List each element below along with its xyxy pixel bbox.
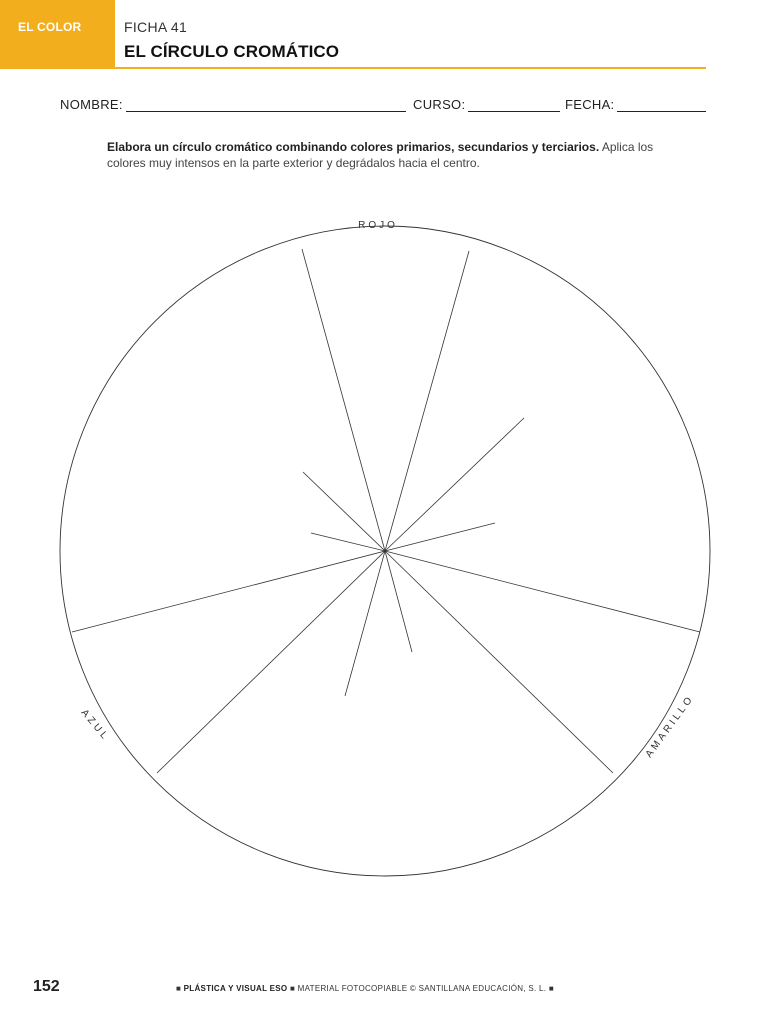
page-title: EL CÍRCULO CROMÁTICO [124, 42, 340, 61]
spoke-line [302, 249, 385, 551]
spoke-line [385, 551, 613, 773]
footer-copyright: MATERIAL FOTOCOPIABLE © SANTILLANA EDUCACIÓN, S. L. [297, 984, 547, 993]
spoke-line [385, 551, 412, 652]
spoke-line [303, 472, 385, 551]
instructions-bold: Elabora un círculo cromático combinando colores primarios, secundarios y terciarios. [107, 140, 600, 154]
section-tab-label: EL COLOR [18, 20, 82, 34]
name-label: NOMBRE: [60, 97, 123, 112]
instructions-rest: Aplica los colores muy intensos en la parte exterior y degrádalos hacia el centro. [107, 140, 654, 170]
course-label: CURSO: [413, 97, 466, 112]
worksheet-number: FICHA 41 [124, 19, 188, 35]
label-amarillo: AMARILLO [643, 693, 697, 760]
label-rojo: ROJO [358, 220, 398, 231]
spoke-line [72, 551, 385, 632]
spoke-line [385, 251, 469, 551]
spoke-line [311, 533, 385, 551]
spoke-line [345, 551, 385, 696]
date-label: FECHA: [565, 97, 615, 112]
spoke-line [385, 418, 524, 551]
page-number: 152 [33, 978, 60, 995]
spoke-line [157, 551, 385, 773]
footer-book: PLÁSTICA Y VISUAL ESO [183, 984, 288, 993]
footer-credits: ■ PLÁSTICA Y VISUAL ESO ■ MATERIAL FOTOCOPIABLE © SANTILLANA EDUCACIÓN, S. L. ■ [176, 984, 554, 993]
label-azul: AZUL [78, 707, 112, 744]
spoke-line [385, 523, 495, 551]
spoke-line [385, 551, 700, 632]
